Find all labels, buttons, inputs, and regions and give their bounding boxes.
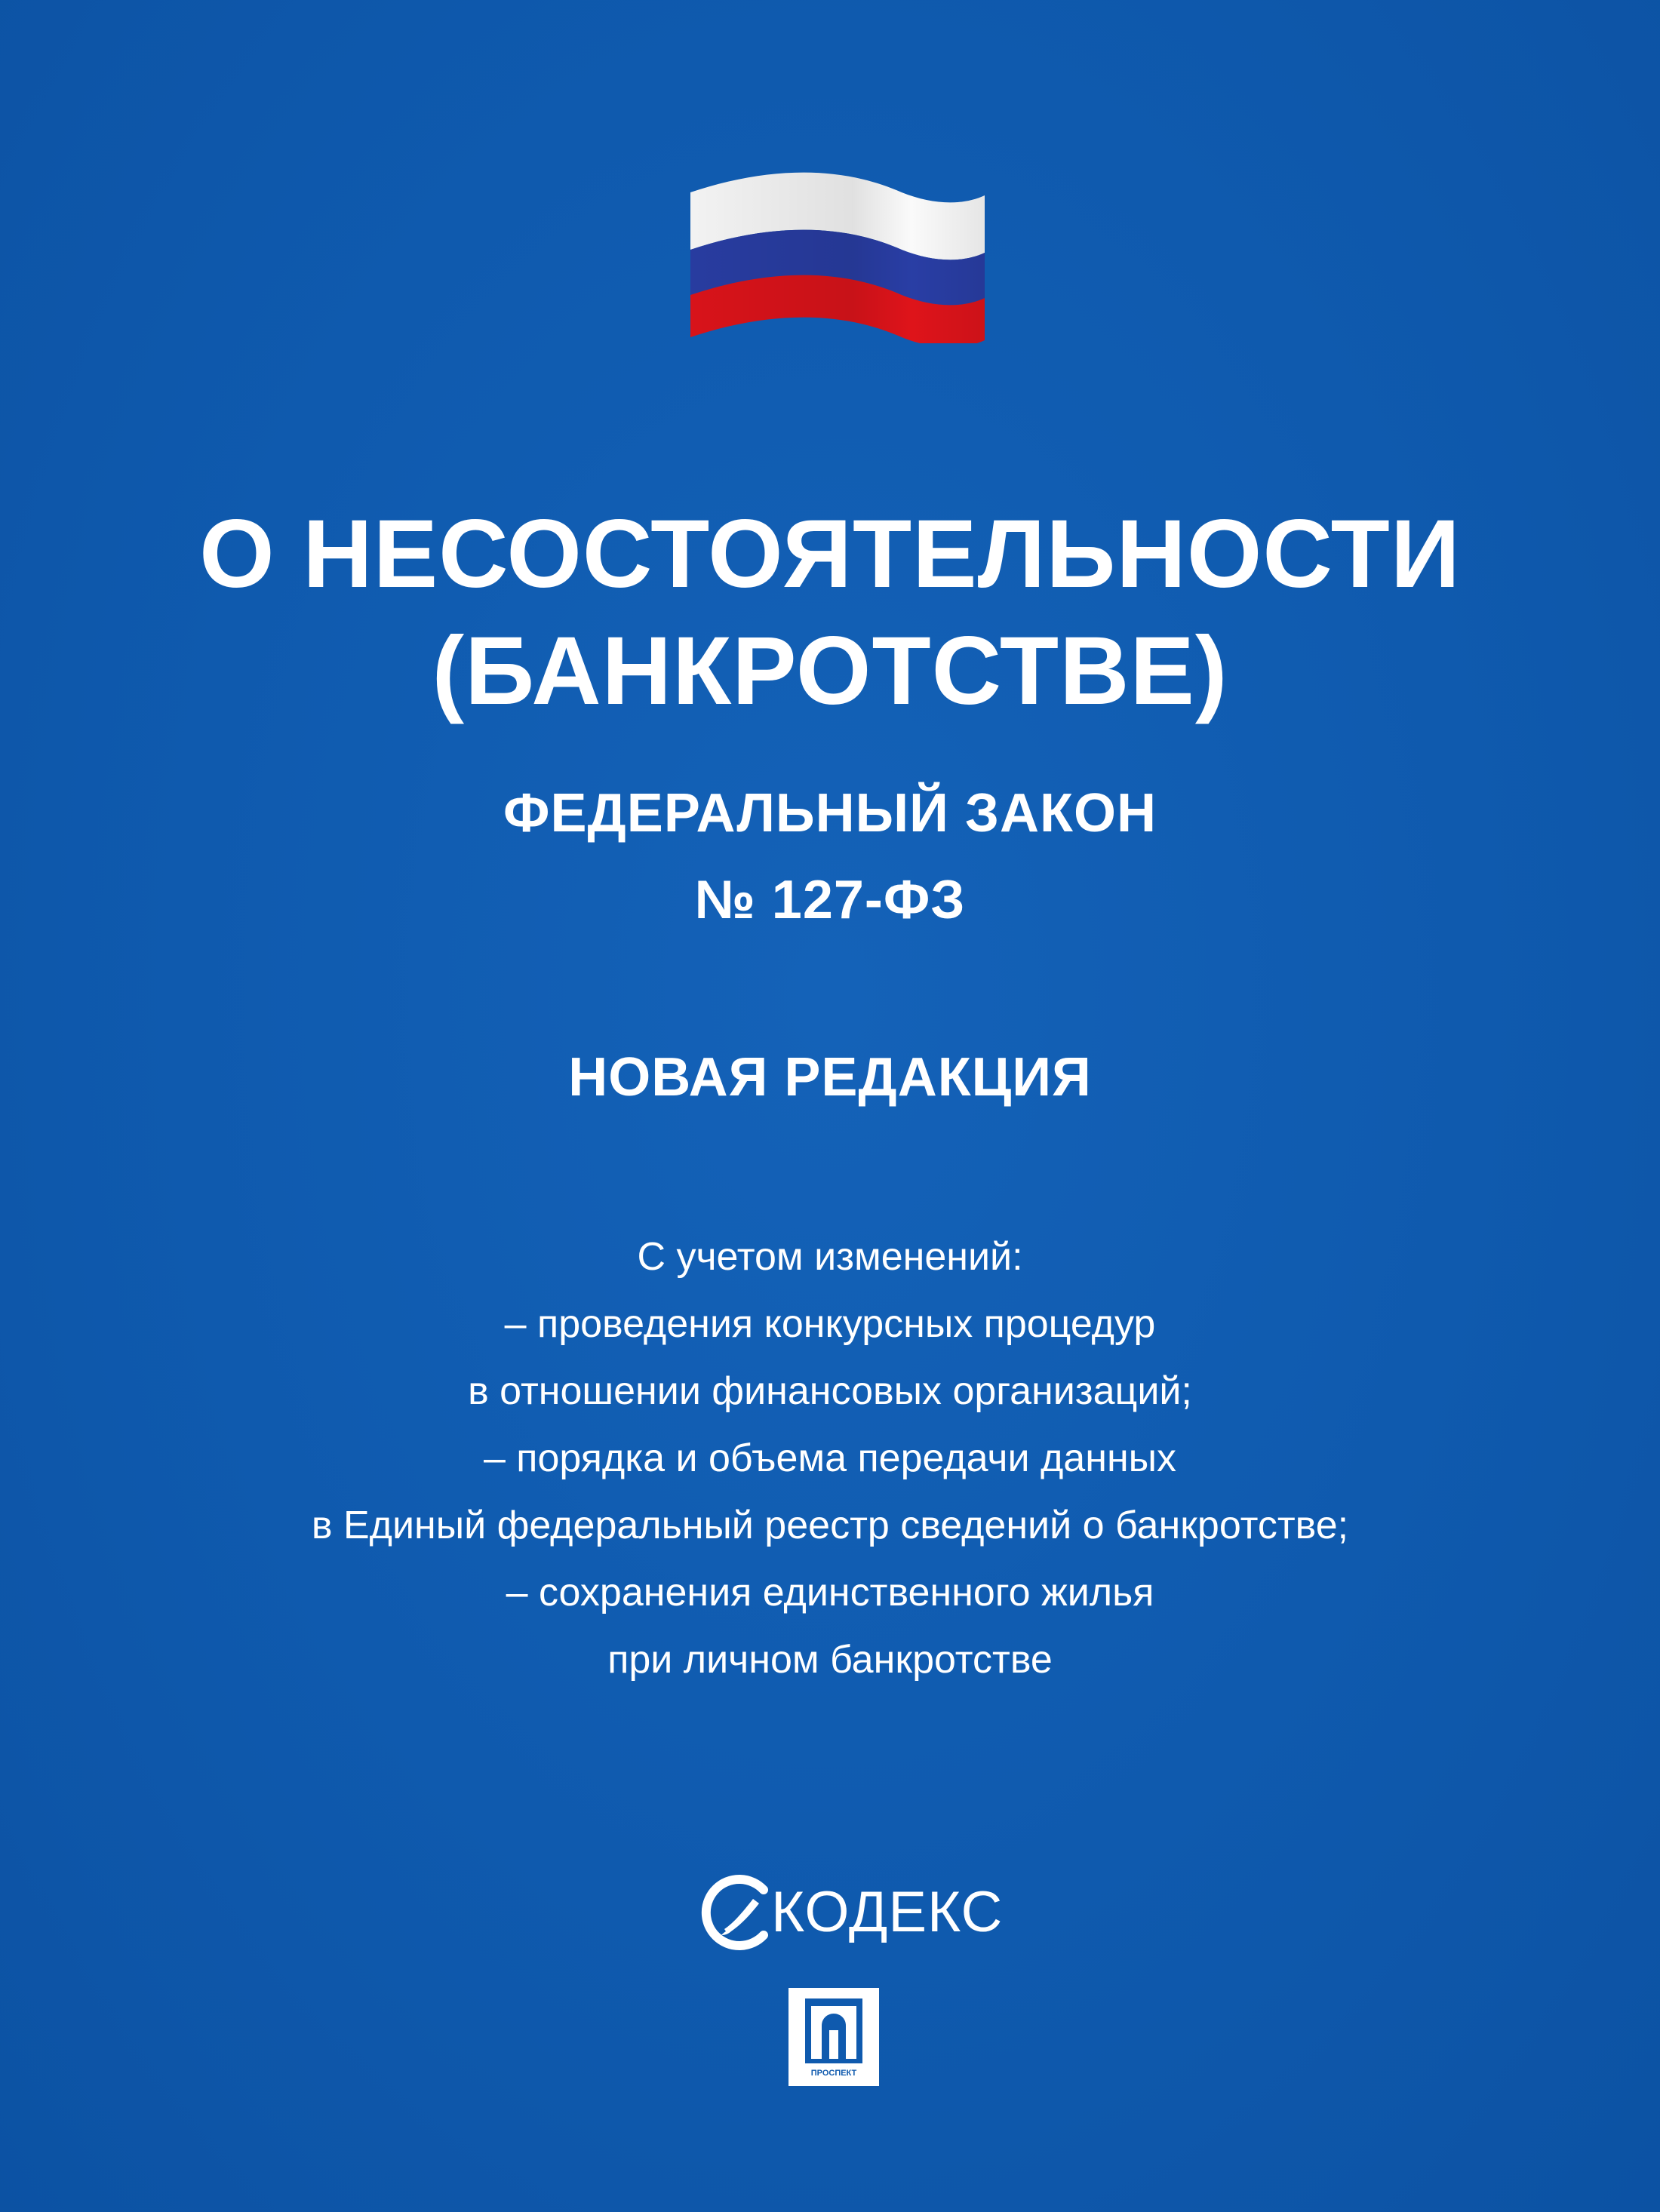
edition-label: НОВАЯ РЕДАКЦИЯ (568, 1047, 1092, 1108)
changes-line: – сохранения единственного жилья (506, 1571, 1154, 1614)
changes-line: – порядка и объема передачи данных (483, 1436, 1177, 1480)
brand-name: КОДЕКС (771, 1880, 1004, 1944)
changes-line: в Единый федеральный реестр сведений о банкротстве; (311, 1504, 1349, 1547)
law-type: ФЕДЕРАЛЬНЫЙ ЗАКОН (503, 783, 1157, 843)
prospekt-logo-icon (788, 1988, 879, 2086)
kodeks-brand (694, 1871, 1003, 1954)
changes-line: при личном банкротстве (607, 1638, 1053, 1682)
book-title-line-1: О НЕСОСТОЯТЕЛЬНОСТИ (199, 500, 1461, 608)
changes-line: – проведения конкурсных процедур (504, 1302, 1156, 1346)
changes-heading: С учетом изменений: (637, 1235, 1023, 1279)
changes-line: в отношении финансовых организаций; (468, 1369, 1192, 1413)
changes-list (0, 1224, 1660, 1694)
kodeks-logo-icon (694, 1870, 779, 1955)
publisher-name: ПРОСПЕКТ (810, 2069, 857, 2078)
book-title-line-2: (БАНКРОТСТВЕ) (432, 617, 1228, 725)
russian-flag-icon (675, 162, 992, 343)
law-number: № 127-ФЗ (694, 870, 966, 930)
